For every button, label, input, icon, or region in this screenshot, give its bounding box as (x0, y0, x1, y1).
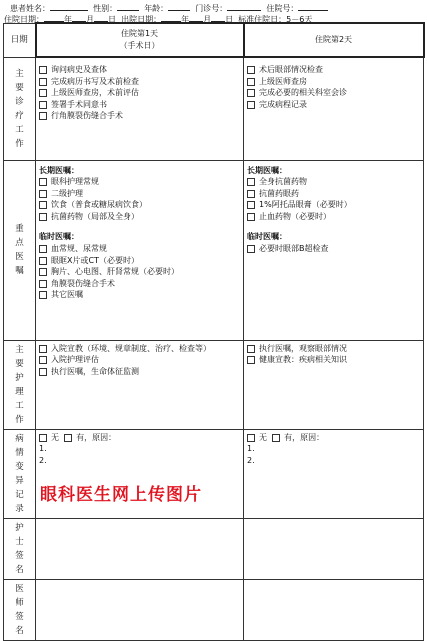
date-label: 日期 (4, 23, 36, 57)
checkbox[interactable] (247, 178, 255, 186)
day1-temp-order[interactable]: 角膜裂伤缝合手术 (39, 278, 240, 290)
day2-nursing-item[interactable]: 健康宣教：疾病相关知识 (247, 354, 420, 366)
variance-line[interactable]: 1. (39, 444, 47, 454)
day1-title: 住院第1天 (120, 29, 159, 39)
day1-work-item[interactable]: 行角膜裂伤缝合手术 (39, 110, 240, 122)
day2-work-cell (244, 57, 424, 160)
day1-doctor-sign-field[interactable] (36, 579, 244, 640)
doctor-sign-label: 医师签名 (15, 583, 24, 636)
day2-work-item[interactable]: 术后眼部情况检查 (247, 64, 420, 76)
gender-field[interactable] (117, 2, 139, 11)
day2-long-order[interactable]: 止血药物（必要时） (247, 211, 420, 223)
checkbox[interactable] (39, 66, 47, 74)
day2-nursing-item[interactable]: 执行医嘱，观察眼部情况 (247, 343, 420, 355)
long-term-orders-heading: 长期医嘱： (39, 165, 79, 175)
patient-name-field[interactable] (50, 2, 88, 11)
day1-temp-order[interactable]: 胸片、心电图、肝肾常规（必要时） (39, 266, 240, 278)
checkbox[interactable] (247, 201, 255, 209)
day1-nursing-item[interactable]: 执行医嘱，生命体征监测 (39, 366, 240, 378)
variance-yes-checkbox[interactable] (64, 434, 72, 442)
checkbox[interactable] (39, 368, 47, 376)
variance-label-cell (4, 429, 36, 518)
checkbox[interactable] (39, 89, 47, 97)
discharge-year-field[interactable] (161, 13, 181, 22)
age-field[interactable] (168, 2, 190, 11)
day1-nurse-sign-field[interactable] (36, 518, 244, 579)
day1-temp-order[interactable]: 眼眶X片或CT（必要时） (39, 255, 240, 267)
checkbox[interactable] (247, 345, 255, 353)
day2-long-order[interactable]: 1%阿托品眼膏（必要时） (247, 199, 420, 211)
nursing-row (4, 340, 424, 429)
day1-subtitle: （手术日） (119, 41, 160, 50)
admit-date-label: 住院日期： (4, 15, 44, 24)
discharge-day-field[interactable] (211, 13, 225, 22)
discharge-date-label: 出院日期： (121, 15, 162, 24)
checkbox[interactable] (39, 112, 47, 120)
age-label: 年龄： (144, 4, 169, 13)
day2-nurse-sign-field[interactable] (244, 518, 424, 579)
month-label: 月 (86, 15, 94, 24)
variance-label: 病情变异记录 (15, 433, 24, 514)
main-work-label-cell (4, 57, 36, 160)
day2-doctor-sign-field[interactable] (244, 579, 424, 640)
clinical-pathway-table (3, 22, 425, 641)
month-label: 月 (203, 15, 212, 24)
year-label: 年 (64, 15, 72, 24)
day1-nursing-item[interactable]: 入院护理评估 (39, 354, 240, 366)
checkbox[interactable] (39, 291, 47, 299)
admit-day-field[interactable] (94, 13, 108, 22)
day1-long-order[interactable]: 饮食（普食或糖尿病饮食） (39, 199, 240, 211)
day1-temp-order[interactable]: 血常规、尿常规 (39, 243, 240, 255)
day2-nursing-cell (244, 340, 424, 429)
variance-none-checkbox[interactable] (247, 434, 255, 442)
day1-work-item[interactable]: 签署手术同意书 (39, 99, 240, 111)
day2-work-item[interactable]: 完成必要的相关科室会诊 (247, 87, 420, 99)
watermark-text: 眼科医生网上传图片 (40, 485, 202, 505)
day2-long-order[interactable]: 抗菌药眼药 (247, 188, 420, 200)
outpatient-no-label: 门诊号： (195, 4, 228, 13)
checkbox[interactable] (39, 101, 47, 109)
checkbox[interactable] (247, 66, 255, 74)
day1-work-item[interactable]: 上级医师查房，术前评估 (39, 87, 240, 99)
day-label: 日 (225, 15, 234, 24)
checkbox[interactable] (39, 245, 47, 253)
nursing-label-cell (4, 340, 36, 429)
checkbox[interactable] (39, 257, 47, 265)
nursing-label: 主要护理工作 (15, 344, 24, 425)
day2-header (244, 23, 424, 57)
orders-row (4, 160, 424, 340)
day1-long-order[interactable]: 眼科护理常规 (39, 176, 240, 188)
day1-work-item[interactable]: 询问病史及查体 (39, 64, 240, 76)
checkbox[interactable] (39, 213, 47, 221)
checkbox[interactable] (247, 101, 255, 109)
day2-title: 住院第2天 (314, 35, 353, 45)
discharge-month-field[interactable] (189, 13, 203, 22)
day2-work-item[interactable]: 完成病程记录 (247, 99, 420, 111)
gender-label: 性别： (93, 4, 118, 13)
long-term-orders-heading: 长期医嘱： (247, 165, 287, 175)
temp-orders-heading: 临时医嘱： (39, 232, 79, 242)
day1-long-order[interactable]: 抗菌药物（局部及全身） (39, 211, 240, 223)
nurse-sign-row (4, 518, 424, 579)
main-work-label: 主要诊疗工作 (15, 68, 24, 149)
day-label: 日 (108, 15, 116, 24)
variance-line[interactable]: 2. (247, 455, 255, 465)
day1-header (36, 23, 244, 57)
doctor-sign-row (4, 579, 424, 640)
orders-label-cell (4, 160, 36, 340)
day1-variance-options: 无 有，原因： (39, 432, 240, 444)
day1-orders-cell (36, 160, 244, 340)
inpatient-no-label: 住院号： (266, 4, 299, 13)
checkbox[interactable] (247, 356, 255, 364)
day1-long-order[interactable]: 二级护理 (39, 188, 240, 200)
checkbox[interactable] (39, 345, 47, 353)
variance-none-checkbox[interactable] (39, 434, 47, 442)
day1-nursing-item[interactable]: 入院宣教（环境、规章制度、治疗、检查等） (39, 343, 240, 355)
checkbox[interactable] (39, 280, 47, 288)
day2-work-item[interactable]: 上级医师查房 (247, 76, 420, 88)
nurse-sign-label: 护士签名 (15, 522, 24, 575)
checkbox[interactable] (247, 190, 255, 198)
admit-year-field[interactable] (44, 13, 64, 22)
day1-work-cell (36, 57, 244, 160)
checkbox[interactable] (247, 89, 255, 97)
day2-variance-options: 无 有，原因： (247, 432, 420, 444)
checkbox[interactable] (39, 356, 47, 364)
inpatient-no-field[interactable] (298, 2, 328, 11)
day2-long-order[interactable]: 全身抗菌药物 (247, 176, 420, 188)
variance-line[interactable]: 1. (247, 444, 255, 454)
main-work-row (4, 57, 424, 160)
variance-line[interactable]: 2. (39, 455, 47, 465)
outpatient-no-field[interactable] (227, 2, 261, 11)
variance-yes-checkbox[interactable] (272, 434, 280, 442)
checkbox[interactable] (39, 78, 47, 86)
date-row (4, 23, 424, 57)
day2-orders-cell (244, 160, 424, 340)
standard-stay-label: 标准住院日：5－6天 (238, 15, 313, 24)
doctor-sign-label-cell (4, 579, 36, 640)
admit-month-field[interactable] (72, 13, 86, 22)
day2-temp-order[interactable]: 必要时眼部B超检查 (247, 243, 420, 255)
checkbox[interactable] (247, 213, 255, 221)
day1-nursing-cell (36, 340, 244, 429)
orders-label: 重点医嘱 (15, 224, 24, 276)
day2-variance-cell (244, 429, 424, 518)
year-label: 年 (181, 15, 190, 24)
checkbox[interactable] (39, 268, 47, 276)
patient-name-label: 患者姓名： (10, 4, 50, 13)
checkbox[interactable] (39, 190, 47, 198)
checkbox[interactable] (247, 78, 255, 86)
checkbox[interactable] (39, 178, 47, 186)
checkbox[interactable] (39, 201, 47, 209)
day1-temp-order[interactable]: 其它医嘱 (39, 289, 240, 301)
day1-work-item[interactable]: 完成病历书写及术前检查 (39, 76, 240, 88)
temp-orders-heading: 临时医嘱： (247, 232, 287, 242)
nurse-sign-label-cell (4, 518, 36, 579)
checkbox[interactable] (247, 245, 255, 253)
